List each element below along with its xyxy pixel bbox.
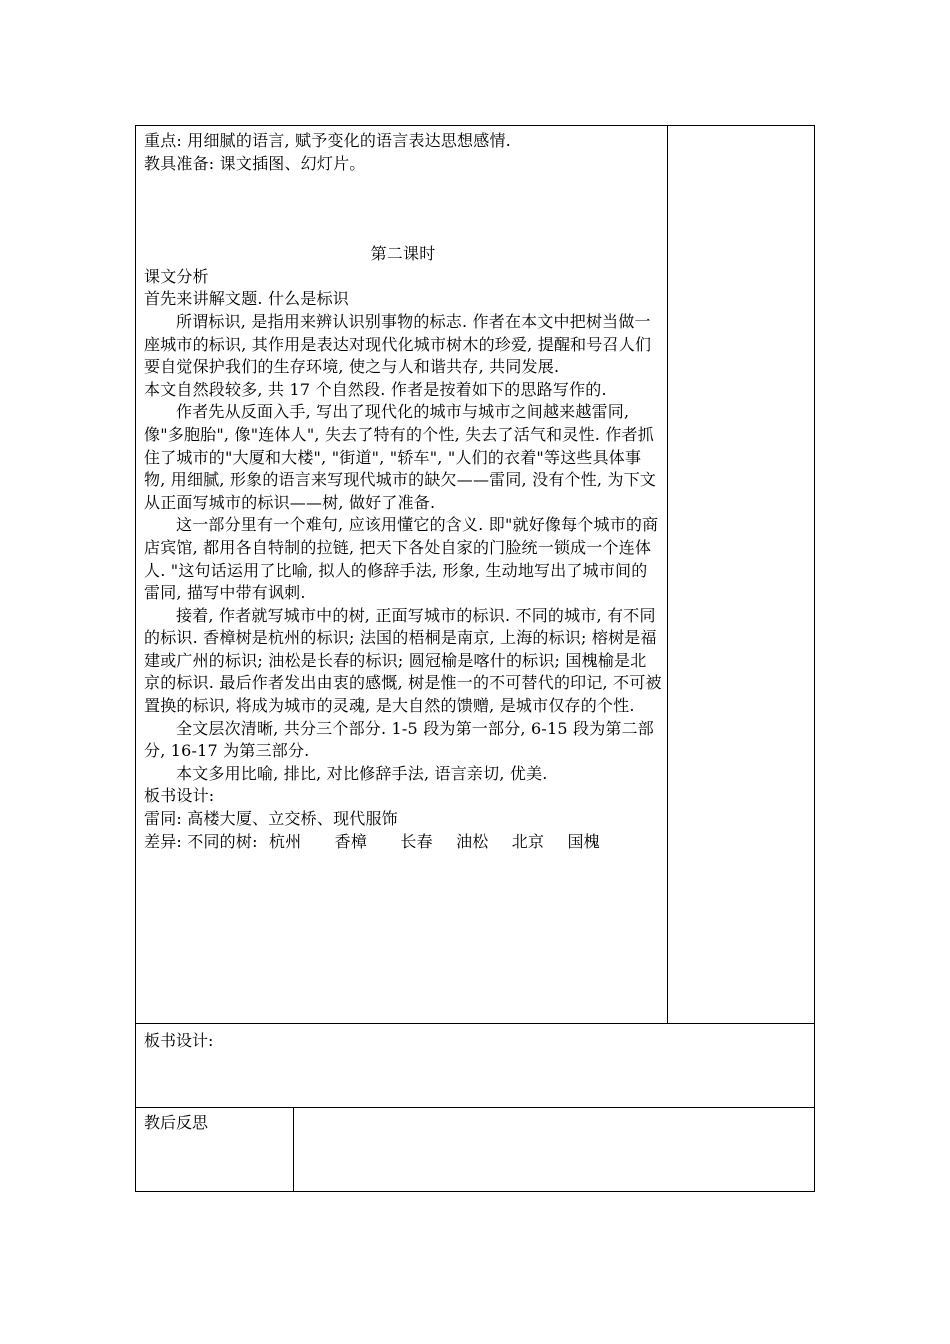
reflection-row (136, 1107, 814, 1191)
board-same: 雷同: 高楼大厦、立交桥、现代服饰 (144, 809, 398, 829)
board-heading: 板书设计: (144, 786, 215, 806)
paragraph-trees: 接着, 作者就写城市中的树, 正面写城市的标识. 不同的城市, 有不同的标识. 香樟树是杭州的标识; 法国的梧桐是南京, 上海的标识; 榕树是福建或广州的标识; 油松是长春的标识; 圆冠榆是喀什的标识; 国槐榆是北京的标识. 最后作者发出由衷的感慨, 树是惟一的不可替代的印记, 不可被置换的标识, 将成为城市的灵魂, 是大自然的馈赠, 是城市仅存的个性. (144, 605, 662, 716)
notes-cell (668, 126, 814, 1023)
board-diff-label: 差异: 不同的树: (144, 831, 258, 851)
reflection-label: 教后反思 (144, 1113, 209, 1132)
board-design-label: 板书设计: (144, 1031, 214, 1050)
reflection-label-cell (136, 1108, 294, 1192)
key-point: 重点: 用细腻的语言, 赋予变化的语言表达思想感情. (144, 131, 511, 150)
tree-city: 北京 (511, 831, 545, 851)
tree-city: 长春 (400, 831, 433, 851)
tree-name: 国槐 (567, 831, 600, 851)
paragraph-definition: 所谓标识, 是指用来辨认识别事物的标志. 作者在本文中把树当做一座城市的标识, 其作用是表达对现代化城市树木的珍爱, 提醒和号召人们要自觉保护我们的生存环境, 使之与人和谐共存, 共同发展. (144, 311, 652, 377)
blank-space (144, 175, 662, 243)
paragraph-sections: 全文层次清晰, 共分三个部分. 1-5 段为第一部分, 6-15 段为第二部分, 16-17 为第三部分. (144, 718, 654, 761)
lesson-title: 第二课时 (370, 244, 436, 264)
tree-name: 油松 (456, 831, 489, 851)
tree-city: 杭州 (268, 831, 302, 851)
paragraph-rhetoric: 本文多用比喻, 排比, 对比修辞手法, 语言亲切, 优美. (176, 763, 548, 783)
paragraph-structure: 本文自然段较多, 共 17 个自然段. 作者是按着如下的思路写作的. (144, 379, 607, 399)
main-content-cell (136, 126, 668, 1023)
paragraph-difficult-sentence: 这一部分里有一个难句, 应该用懂它的含义. 即"就好像每个城市的商店宾馆, 都用各自特制的拉链, 把天下各处自家的门脸统一锁成一个连体人. "这句话运用了比喻, 拟人的修辞手法, 形象, 生动地写出了城市间的雷同, 描写中带有讽刺. (144, 515, 659, 603)
reflection-content-cell (294, 1108, 814, 1192)
analysis-heading: 课文分析 (144, 266, 209, 286)
board-design-row (136, 1023, 814, 1107)
teaching-aids: 教具准备: 课文插图、幻灯片。 (144, 153, 366, 173)
main-row (136, 126, 814, 1023)
paragraph-contrast: 作者先从反面入手, 写出了现代化的城市与城市之间越来越雷同, 像"多胞胎", 像"连体人", 失去了特有的个性, 失去了活气和灵性. 作者抓住了城市的"大厦和大楼", "街道", "轿车", "人们的衣着"等这些具体事物, 用细腻, 形象的语言来写现代城市的缺欠——雷同, 没有个性, 为下文从正面写城市的标识——树, 做好了准备. (144, 402, 657, 512)
intro-line: 首先来讲解文题. 什么是标识 (144, 289, 349, 309)
board-diff (144, 831, 662, 854)
tree-name: 香樟 (334, 831, 368, 851)
lesson-plan-table (135, 125, 815, 1192)
lesson-content (144, 130, 662, 853)
